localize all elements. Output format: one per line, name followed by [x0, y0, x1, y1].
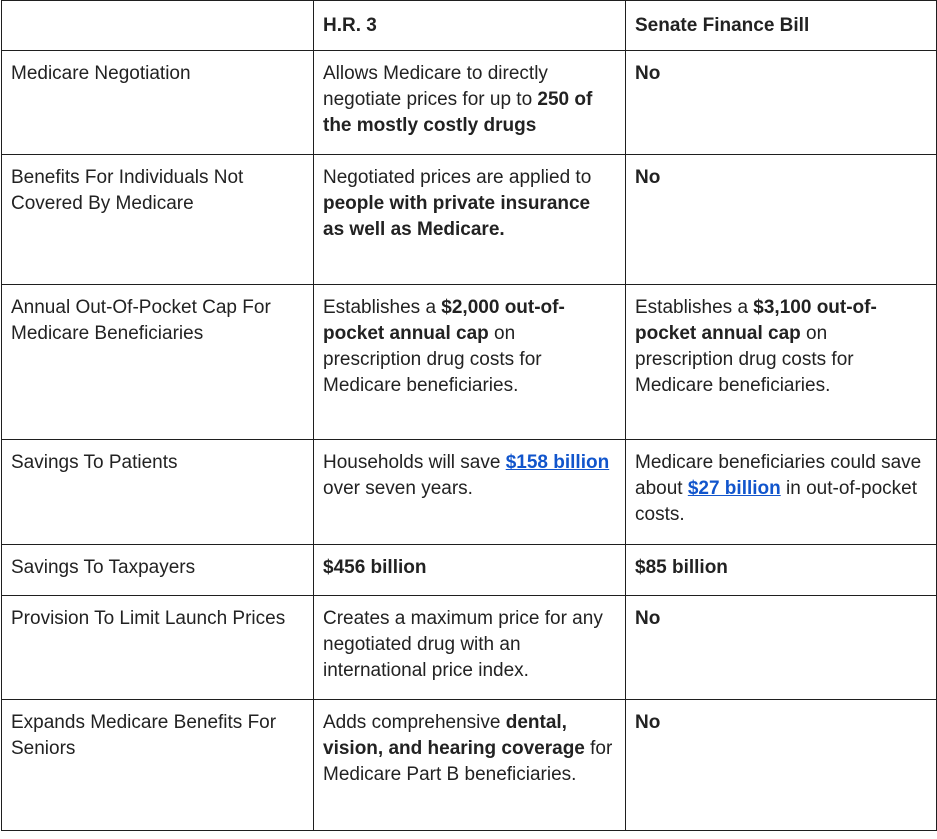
senate-cell	[626, 596, 937, 700]
cell-bold-text: No	[635, 712, 661, 733]
senate-cell	[626, 155, 937, 285]
cell-text: Adds comprehensive	[323, 712, 506, 733]
row-label: Provision To Limit Launch Prices	[2, 596, 314, 700]
comparison-table	[1, 0, 937, 831]
cell-bold-text: $85 billion	[635, 557, 728, 578]
header-blank-cell	[2, 1, 314, 51]
cell-text: for Medicare Part B beneficiaries.	[323, 738, 613, 785]
senate-cell	[626, 700, 937, 831]
header-hr3: H.R. 3	[314, 1, 626, 51]
cell-bold-text: $3,100 out-of-pocket annual cap	[635, 297, 877, 344]
header-senate-finance-bill: Senate Finance Bill	[626, 1, 937, 51]
cell-text: on prescription drug costs for Medicare beneficiaries.	[635, 323, 854, 396]
cell-bold-text: 250 of the mostly costly drugs	[323, 89, 593, 136]
senate-cell	[626, 51, 937, 155]
table-row	[2, 285, 937, 440]
table-row	[2, 440, 937, 545]
cell-text: Establishes a	[635, 297, 754, 318]
cell-bold-text: No	[635, 63, 661, 84]
table-row	[2, 51, 937, 155]
table-row	[2, 596, 937, 700]
row-label: Medicare Negotiation	[2, 51, 314, 155]
hr3-cell	[314, 440, 626, 545]
senate-cell	[626, 285, 937, 440]
hr3-cell	[314, 596, 626, 700]
senate-cell	[626, 545, 937, 596]
row-label: Annual Out-Of-Pocket Cap For Medicare Beneficiaries	[2, 285, 314, 440]
hr3-cell	[314, 700, 626, 831]
cell-bold-text: No	[635, 608, 661, 629]
cell-text: Medicare beneficiaries could save about	[635, 452, 922, 499]
row-label: Benefits For Individuals Not Covered By Medicare	[2, 155, 314, 285]
cell-text: over seven years.	[323, 478, 473, 499]
cell-text: Establishes a	[323, 297, 442, 318]
table-row	[2, 700, 937, 831]
cell-bold-text: people with private insurance as well as Medicare.	[323, 193, 591, 240]
row-label: Expands Medicare Benefits For Seniors	[2, 700, 314, 831]
table-header-row	[2, 1, 937, 51]
row-label: Savings To Taxpayers	[2, 545, 314, 596]
table-row	[2, 155, 937, 285]
savings-158-billion-link[interactable]: $158 billion	[505, 452, 610, 473]
savings-27-billion-link[interactable]: $27 billion	[687, 478, 781, 499]
cell-text: Households will save	[323, 452, 506, 473]
row-label: Savings To Patients	[2, 440, 314, 545]
cell-text: Negotiated prices are applied to	[323, 167, 592, 188]
table-row	[2, 545, 937, 596]
hr3-cell	[314, 545, 626, 596]
hr3-cell	[314, 51, 626, 155]
cell-text: Creates a maximum price for any negotiated drug with an international price index.	[323, 608, 603, 681]
cell-bold-text: $2,000 out-of-pocket annual cap	[323, 297, 565, 344]
hr3-cell	[314, 155, 626, 285]
cell-text: on prescription drug costs for Medicare beneficiaries.	[323, 323, 542, 396]
cell-text: Allows Medicare to directly negotiate prices for up to	[323, 63, 548, 110]
senate-cell	[626, 440, 937, 545]
cell-bold-text: $456 billion	[323, 557, 427, 578]
cell-text: in out-of-pocket costs.	[635, 478, 917, 525]
cell-bold-text: No	[635, 167, 661, 188]
cell-bold-text: dental, vision, and hearing coverage	[323, 712, 585, 759]
hr3-cell	[314, 285, 626, 440]
